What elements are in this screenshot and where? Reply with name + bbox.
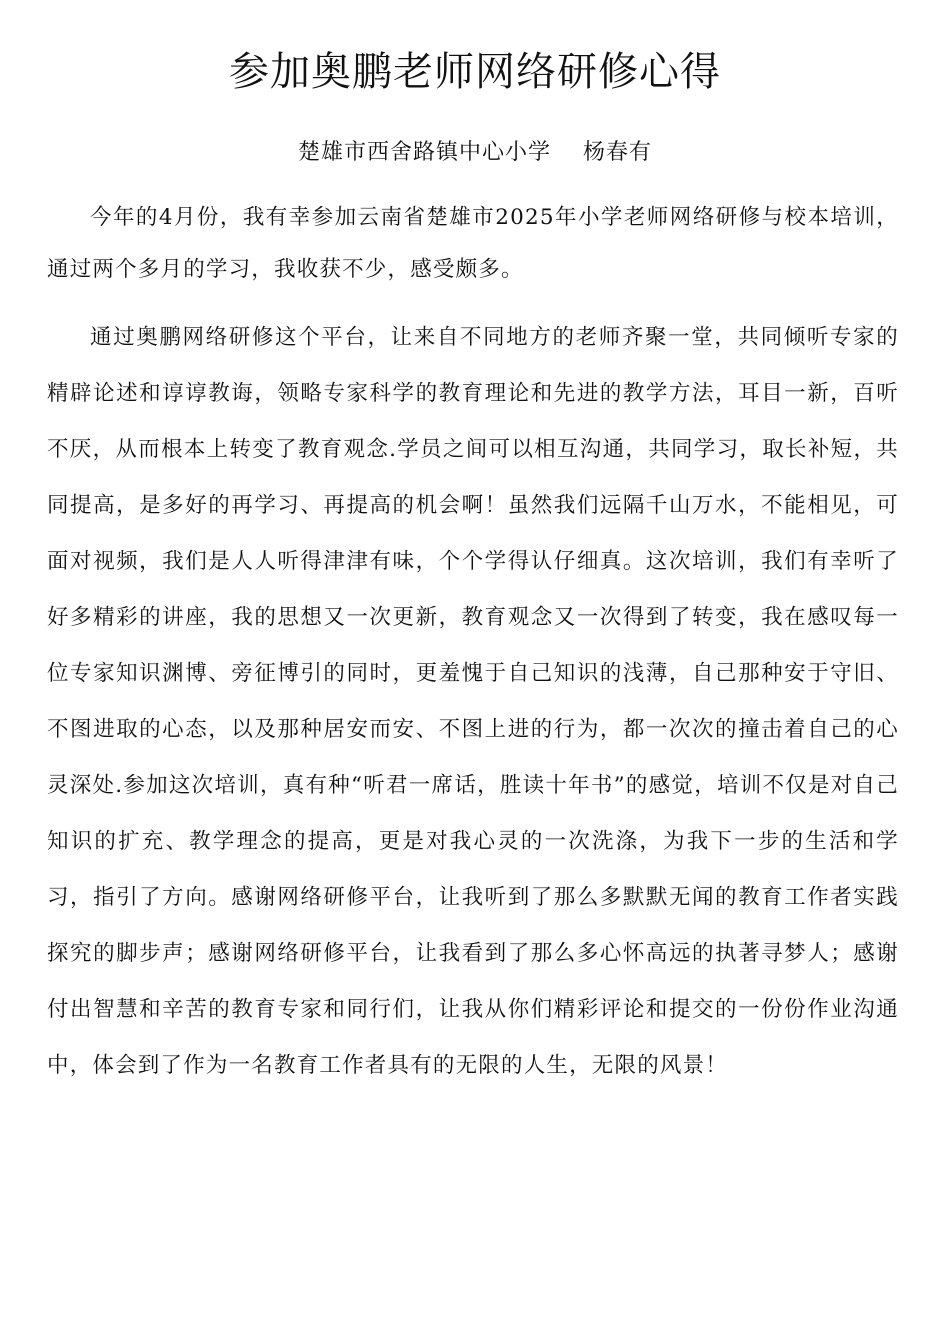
document-body	[47, 192, 899, 1094]
document-title: 参加奥鹏老师网络研修心得	[229, 49, 721, 95]
paragraph: 通过奥鹏网络研修这个平台，让来自不同地方的老师齐聚一堂，共同倾听专家的精辟论述和谆谆教诲，领略专家科学的教育理论和先进的教学方法，耳目一新，百听不厌，从而根本上转变了教育观念.学员之间可以相互沟通，共同学习，取长补短，共同提高，是多好的再学习、再提高的机会啊！虽然我们远隔千山万水，不能相见，可面对视频，我们是人人听得津津有味，个个学得认仔细真。这次培训，我们有幸听了好多精彩的讲座，我的思想又一次更新，教育观念又一次得到了转变，我在感叹每一位专家知识渊博、旁征博引的同时，更羞愧于自己知识的浅薄，自己那种安于守旧、不图进取的心态，以及那种居安而安、不图上进的行为，都一次次的撞击着自己的心灵深处.参加这次培训，真有种“听君一席话，胜读十年书”的感觉，培训不仅是对自己知识的扩充、教学理念的提高，更是对我心灵的一次洗涤，为我下一步的生活和学习，指引了方向。感谢网络研修平台，让我听到了那么多默默无闻的教育工作者实践探究的脚步声；感谢网络研修平台，让我看到了那么多心怀高远的执著寻梦人；感谢付出智慧和辛苦的教育专家和同行们，让我从你们精彩评论和提交的一份份作业沟通中，体会到了作为一名教育工作者具有的无限的人生，无限的风景！	[47, 325, 899, 1078]
paragraph: 今年的4月份，我有幸参加云南省楚雄市2025年小学老师网络研修与校本培训，通过两个多月的学习，我收获不少，感受颇多。	[47, 205, 899, 282]
author-line: 楚雄市西舍路镇中心小学 杨春有	[298, 140, 652, 165]
